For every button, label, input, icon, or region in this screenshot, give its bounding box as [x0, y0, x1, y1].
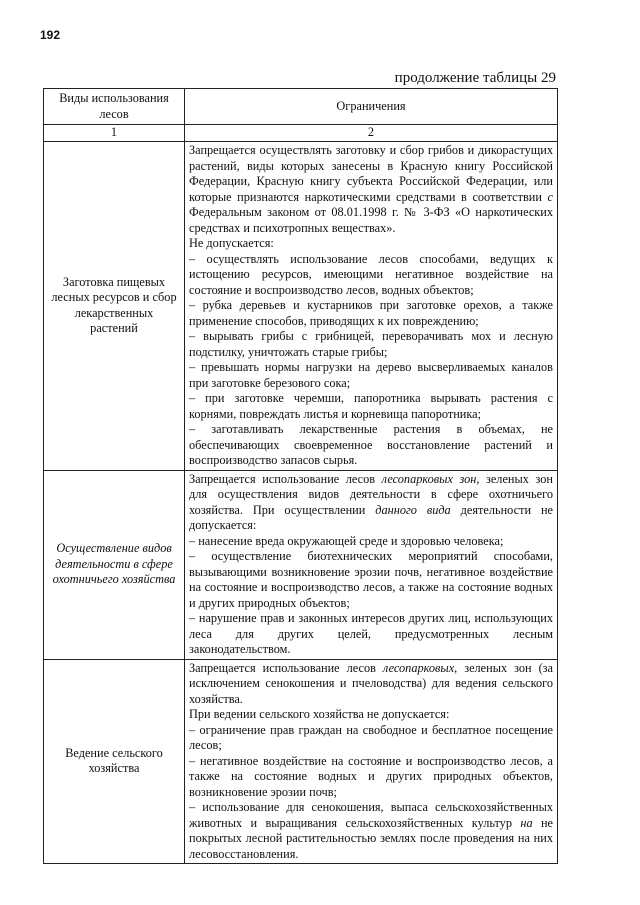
row-restrictions-text — [185, 659, 558, 864]
header-forest-use-types: Виды использования лесов — [44, 89, 185, 125]
restriction-paragraph — [189, 391, 553, 422]
row-category-label: Заготовка пищевых лесных ресурсов и сбор лекарственных растений — [44, 142, 185, 471]
restriction-text-italic: лесопарковых, — [382, 660, 458, 675]
restriction-text: – вырывать грибы с грибницей, переворачивать мох и лесную подстилку, уничтожать старые грибы; — [189, 329, 553, 359]
restriction-text: Запрещается использование лесов — [189, 471, 382, 486]
restriction-text: зеленых зон для осуществления видов деятельности в сфере охотничьего хозяйства. При осуществлении — [189, 471, 553, 517]
table-header-row — [44, 89, 558, 125]
row-restrictions-text — [185, 142, 558, 471]
restriction-text: не покрытых лесной растительностью землях после проведения на них лесовосстановления. — [189, 815, 553, 861]
restriction-paragraph — [189, 252, 553, 299]
restriction-paragraph — [189, 329, 553, 360]
header-restrictions: Ограничения — [185, 89, 558, 125]
table-continuation-caption: продолжение таблицы 29 — [394, 70, 556, 86]
restriction-paragraph — [189, 661, 553, 708]
column-number-row — [44, 125, 558, 142]
restriction-text: – ограничение прав граждан на свободное и бесплатное посещение лесов; — [189, 722, 553, 752]
restriction-paragraph — [189, 707, 553, 723]
column-number-1: 1 — [44, 125, 185, 142]
restriction-text: – заготавливать лекарственные растения в объемах, не обеспечивающих своевременное восстановление растений и воспроизводство запасов сырья. — [189, 422, 553, 467]
restriction-text: Запрещается использование лесов — [189, 660, 383, 675]
restriction-text: деятельности не допускается: — [189, 502, 553, 532]
restriction-text: При ведении сельского хозяйства не допускается: — [189, 707, 450, 721]
restriction-text: – рубка деревьев и кустарников при заготовке орехов, а также применение способов, приводящих к их повреждению; — [189, 298, 553, 328]
restriction-text: – нанесение вреда окружающей среде и здоровью человека; — [189, 533, 504, 548]
restriction-paragraph — [189, 723, 553, 754]
restriction-paragraph — [189, 143, 553, 236]
table-row — [44, 470, 558, 659]
restriction-text: – превышать нормы нагрузки на дерево высверливаемых каналов при заготовке березового сока; — [189, 360, 553, 390]
restriction-paragraph — [189, 360, 553, 391]
restriction-paragraph — [189, 472, 553, 534]
restriction-text: – при заготовке черемши, папоротника вырывать растения с корнями, повреждать листья и корневища папоротника; — [189, 391, 553, 421]
restriction-text: Запрещается осуществлять заготовку и сбор грибов и дикорастущих растений, виды которых занесены в Красную книгу Российской Федерации, Красную книгу субъекта Российской Федерации, или которые признаются наркотическими средствами в соответствии — [189, 143, 553, 204]
restriction-paragraph — [189, 534, 553, 550]
restriction-text: – осуществление биотехнических мероприятий способами, вызывающими возникновение эрозии почв, негативное воздействие на состояние и воспроизводство лесов, а также на состояние водных и других природных объектов; — [189, 549, 553, 610]
table-row — [44, 142, 558, 471]
restriction-text: – нарушение прав и законных интересов других лиц, использующих леса для других целей, предусмотренных лесным законодательством. — [189, 611, 553, 656]
restriction-paragraph — [189, 754, 553, 801]
restriction-paragraph — [189, 422, 553, 469]
row-category-label: Осуществление видов деятельности в сфере охотничьего хозяйства — [44, 470, 185, 659]
restriction-paragraph — [189, 236, 553, 252]
restriction-text: Федеральным законом от 08.01.1998 г. № 3-ФЗ «О наркотических средствах и психотропных веществах». — [189, 205, 553, 235]
restriction-paragraph — [189, 800, 553, 862]
table-row — [44, 659, 558, 864]
row-category-label: Ведение сельского хозяйства — [44, 659, 185, 864]
column-number-2: 2 — [185, 125, 558, 142]
restriction-paragraph — [189, 549, 553, 611]
restriction-paragraph — [189, 298, 553, 329]
restriction-text-italic: лесопарковых зон, — [381, 471, 480, 486]
restriction-text: зеленых зон (за исключением сенокошения и пчеловодства) для ведения сельского хозяйства. — [189, 660, 553, 706]
restriction-text-italic: данного вида — [375, 502, 451, 517]
restriction-text-italic: с — [547, 189, 553, 204]
restriction-text: – негативное воздействие на состояние и воспроизводство лесов, а также на состояние водных и других природных объектов, возникновение эрозии почв; — [189, 753, 553, 799]
restrictions-table — [43, 88, 558, 864]
restriction-text: Не допускается: — [189, 236, 274, 250]
row-restrictions-text — [185, 470, 558, 659]
restriction-text-italic: на — [520, 815, 533, 830]
restriction-text: – осуществлять использование лесов способами, ведущих к истощению ресурсов, имеющими негативное воздействие на состояние и воспроизводство лесов, водных объектов; — [189, 251, 553, 297]
page-number: 192 — [40, 28, 61, 42]
restriction-paragraph — [189, 611, 553, 658]
restriction-text: – использование для сенокошения, выпаса сельскохозяйственных животных и выращивания сельскохозяйственных культур — [189, 800, 553, 830]
